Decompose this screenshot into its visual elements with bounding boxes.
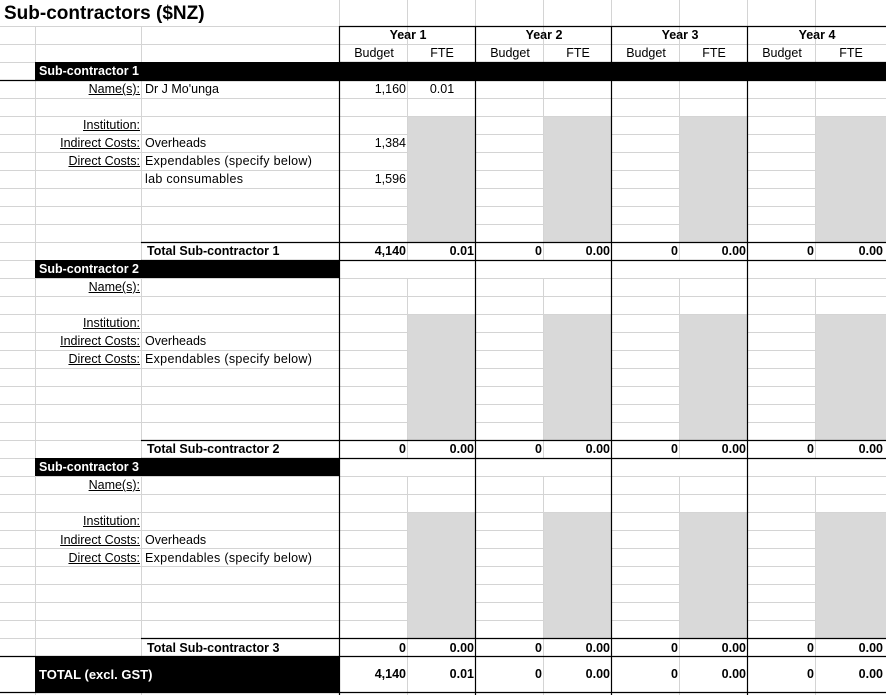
expendables-label: Expendables (specify below) — [145, 551, 313, 565]
total-fte-cell: 0.00 — [585, 442, 610, 456]
overheads-label: Overheads — [145, 334, 207, 348]
institution-label: Institution: — [83, 514, 140, 528]
grand-total-label: TOTAL (excl. GST) — [35, 657, 340, 692]
total-sub-contractor-3-label: Total Sub-contractor 3 — [147, 641, 280, 655]
budget-column-header: Budget — [762, 46, 802, 60]
names-label: Name(s): — [88, 478, 140, 492]
indirect-costs-label: Indirect Costs: — [60, 334, 140, 348]
institution-label: Institution: — [83, 118, 140, 132]
grand-total-budget-cell: 0 — [807, 667, 814, 681]
fte-column-header: FTE — [702, 46, 726, 60]
grand-total-fte-cell: 0.00 — [858, 667, 883, 681]
total-budget-cell: 0 — [535, 442, 542, 456]
budget-column-header: Budget — [354, 46, 394, 60]
total-fte-cell: 0.00 — [585, 244, 610, 258]
indirect-costs-label: Indirect Costs: — [60, 136, 140, 150]
total-budget-cell: 0 — [399, 442, 406, 456]
grand-total-budget-cell: 4,140 — [374, 667, 406, 681]
total-budget-cell: 0 — [535, 244, 542, 258]
total-fte-cell: 0.00 — [449, 641, 474, 655]
names-label: Name(s): — [88, 82, 140, 96]
section-header-sub-contractor-1: Sub-contractor 1 — [35, 62, 886, 80]
total-budget-cell: 0 — [671, 641, 678, 655]
total-budget-cell: 0 — [671, 442, 678, 456]
total-budget-cell: 0 — [535, 641, 542, 655]
total-fte-cell: 0.00 — [721, 244, 746, 258]
total-budget-cell: 0 — [807, 442, 814, 456]
year-2-header: Year 2 — [525, 28, 563, 42]
indirect-costs-label: Indirect Costs: — [60, 533, 140, 547]
total-fte-cell: 0.00 — [858, 442, 883, 456]
page-title: Sub-contractors ($NZ) — [4, 3, 205, 24]
grand-total-fte-cell: 0.01 — [449, 667, 474, 681]
grand-total-fte-cell: 0.00 — [585, 667, 610, 681]
total-sub-contractor-1-label: Total Sub-contractor 1 — [147, 244, 280, 258]
direct-costs-label: Direct Costs: — [68, 551, 140, 565]
contractor-name-cell[interactable]: Dr J Mo'unga — [145, 82, 219, 96]
expendables-label: Expendables (specify below) — [145, 154, 313, 168]
names-label: Name(s): — [88, 280, 140, 294]
grand-total-fte-cell: 0.00 — [721, 667, 746, 681]
fte-column-header: FTE — [839, 46, 863, 60]
grand-total-budget-cell: 0 — [671, 667, 678, 681]
expendable-item-label[interactable]: lab consumables — [145, 172, 244, 186]
overheads-label: Overheads — [145, 533, 207, 547]
institution-label: Institution: — [83, 316, 140, 330]
direct-costs-label: Direct Costs: — [68, 154, 140, 168]
total-fte-cell: 0.00 — [721, 641, 746, 655]
expendable-item-budget-cell[interactable]: 1,596 — [374, 172, 406, 186]
total-fte-cell: 0.00 — [858, 641, 883, 655]
overheads-label: Overheads — [145, 136, 207, 150]
total-fte-cell: 0.00 — [585, 641, 610, 655]
grand-total-budget-cell: 0 — [535, 667, 542, 681]
total-budget-cell: 4,140 — [374, 244, 406, 258]
name-fte-cell[interactable]: 0.01 — [429, 82, 455, 96]
section-header-sub-contractor-3: Sub-contractor 3 — [35, 458, 340, 476]
year-4-header: Year 4 — [798, 28, 836, 42]
direct-costs-label: Direct Costs: — [68, 352, 140, 366]
total-fte-cell: 0.01 — [449, 244, 474, 258]
total-budget-cell: 0 — [807, 244, 814, 258]
year-1-header: Year 1 — [389, 28, 427, 42]
total-budget-cell: 0 — [671, 244, 678, 258]
total-fte-cell: 0.00 — [858, 244, 883, 258]
total-sub-contractor-2-label: Total Sub-contractor 2 — [147, 442, 280, 456]
budget-column-header: Budget — [626, 46, 666, 60]
fte-column-header: FTE — [566, 46, 590, 60]
total-fte-cell: 0.00 — [449, 442, 474, 456]
fte-column-header: FTE — [430, 46, 454, 60]
total-budget-cell: 0 — [807, 641, 814, 655]
overheads-budget-cell[interactable]: 1,384 — [374, 136, 406, 150]
total-fte-cell: 0.00 — [721, 442, 746, 456]
section-header-sub-contractor-2: Sub-contractor 2 — [35, 260, 340, 278]
total-budget-cell: 0 — [399, 641, 406, 655]
budget-column-header: Budget — [490, 46, 530, 60]
year-3-header: Year 3 — [661, 28, 699, 42]
expendables-label: Expendables (specify below) — [145, 352, 313, 366]
name-budget-cell[interactable]: 1,160 — [374, 82, 406, 96]
